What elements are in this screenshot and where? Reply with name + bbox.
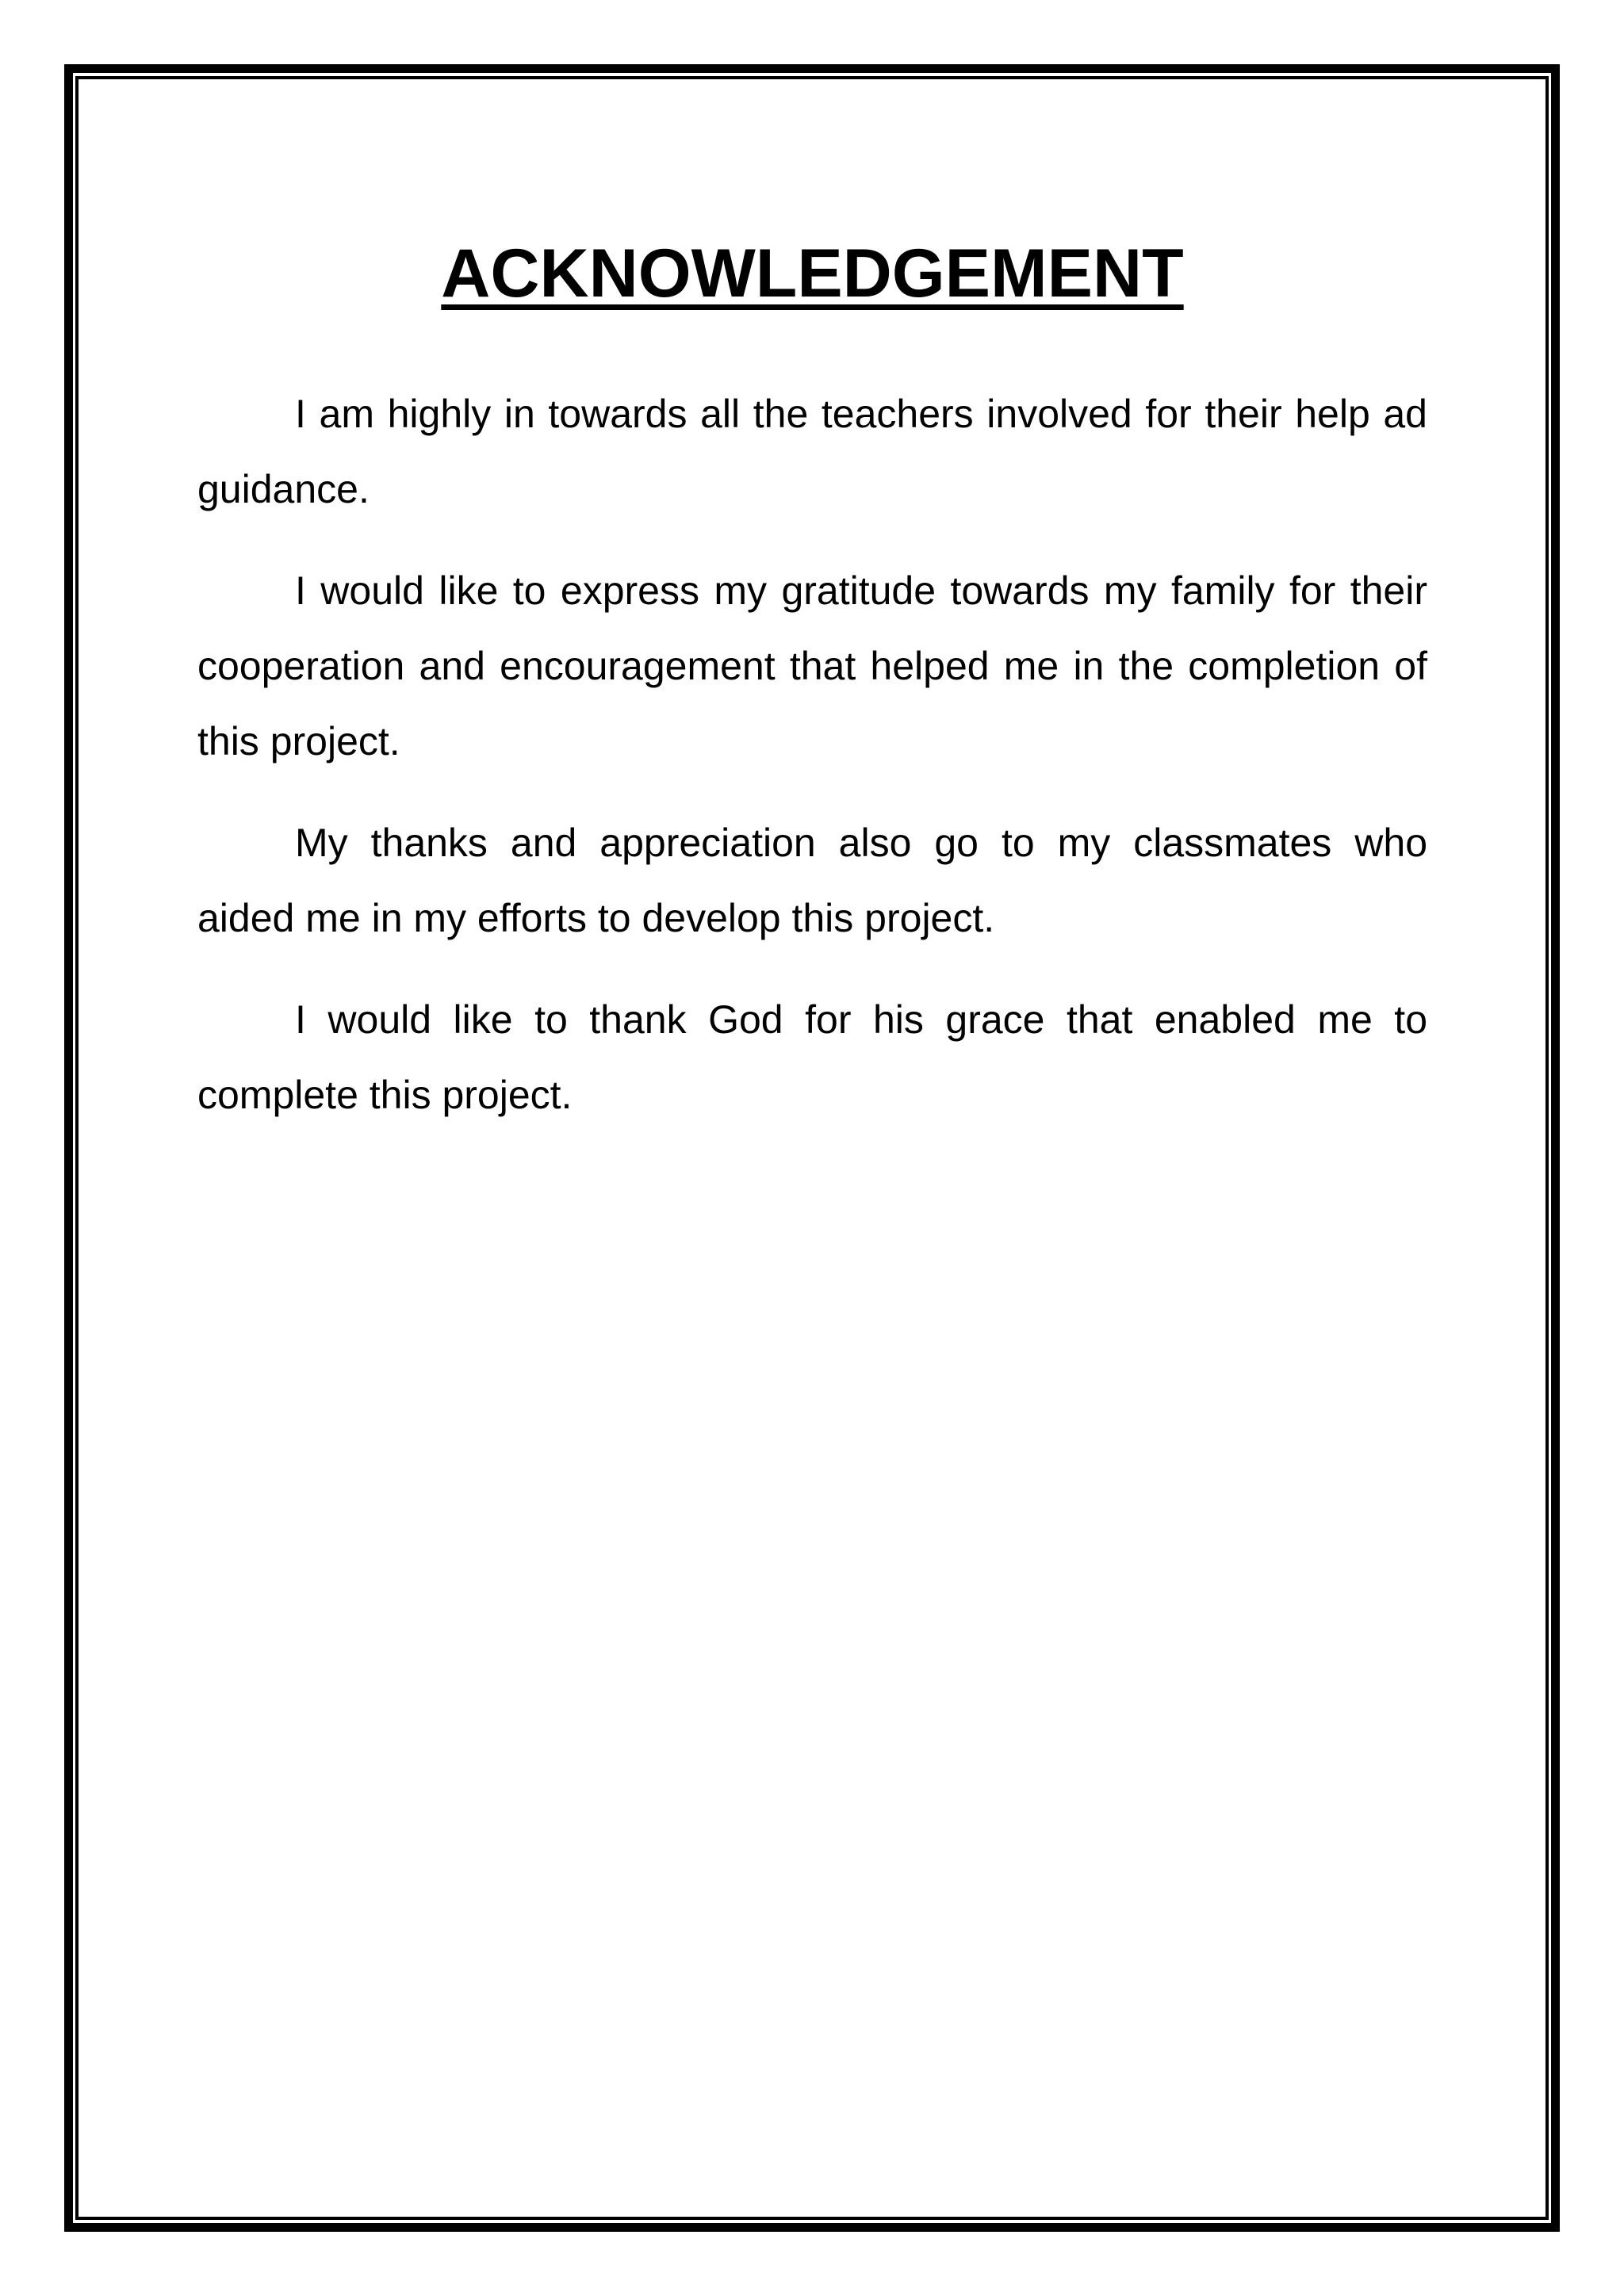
page-title: ACKNOWLEDGEMENT (441, 235, 1184, 312)
body-text (197, 377, 1427, 1133)
paragraph-family: I would like to express my gratitude towards my family for their cooperation and encouragement that helped me in the completion of this project. (197, 568, 1427, 763)
paragraph-god: I would like to thank God for his grace that enabled me to complete this project. (197, 997, 1427, 1117)
paragraph-classmates: My thanks and appreciation also go to my classmates who aided me in my efforts to develop this project. (197, 821, 1427, 940)
document-content (197, 230, 1427, 1159)
paragraph-teachers: I am highly in towards all the teachers involved for their help ad guidance. (197, 392, 1427, 511)
